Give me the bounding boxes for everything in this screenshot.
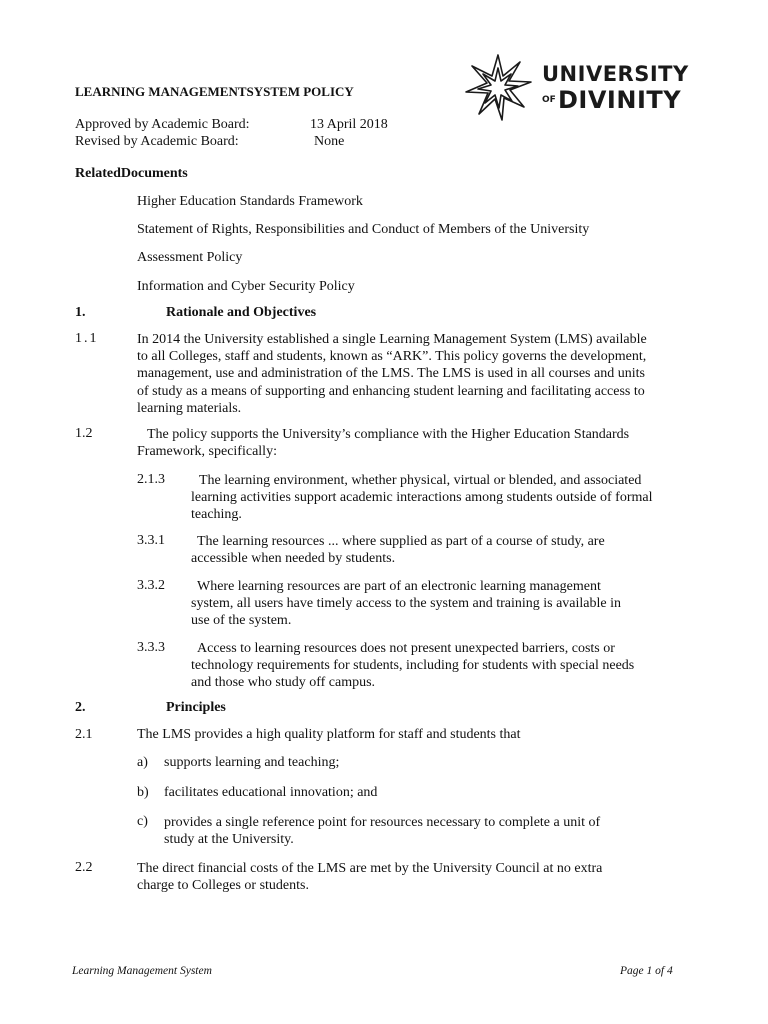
related-document-item: Assessment Policy — [137, 250, 243, 265]
list-marker: a) — [137, 755, 148, 770]
section-title: Rationale and Objectives — [166, 305, 317, 320]
section-number: 2. — [75, 700, 86, 715]
standard-number: 3.3.3 — [137, 640, 165, 655]
related-document-item: Information and Cyber Security Policy — [137, 279, 355, 294]
approved-label: Approved by Academic Board: — [75, 117, 250, 132]
section-number: 1. — [75, 305, 86, 320]
standard-number: 3.3.1 — [137, 533, 165, 548]
standard-text: The learning resources ... where supplied as part of a course of study, are accessible when needed by students. — [191, 534, 605, 567]
list-item: supports learning and teaching; — [164, 755, 340, 770]
standard-text: Where learning resources are part of an electronic learning management system, all users have timely access to the system and training is available in use of the system. — [191, 579, 622, 629]
paragraph-text: The policy supports the University’s compliance with the Higher Education Standards Framework, specifically: — [137, 427, 630, 460]
paragraph-number: 2.1 — [75, 727, 93, 742]
star-emblem-icon — [462, 52, 534, 124]
footer-document-name: Learning Management System — [72, 965, 212, 977]
paragraph-text: In 2014 the University established a single Learning Management System (LMS) available to all Colleges, staff and students, known as “ARK”. This policy governs the development, management, use and administration of the LMS. The LMS is used in all courses and units of study as a means of supporting and enhancing student learning and facilitating access to learning materials. — [137, 332, 647, 416]
related-document-item: Statement of Rights, Responsibilities and Conduct of Members of the University — [137, 222, 590, 237]
footer-page-number: Page 1 of 4 — [620, 965, 673, 977]
logo-word-divinity: DIVINITY — [558, 86, 682, 114]
list-marker: b) — [137, 785, 149, 800]
paragraph-number: 1.2 — [75, 426, 93, 441]
standard-text: The learning environment, whether physical, virtual or blended, and associated learning activities support academic interactions among students outside of formal teaching. — [191, 473, 653, 523]
logo-word-university: UNIVERSITY — [542, 62, 689, 86]
document-title: LEARNING MANAGEMENTSYSTEM POLICY — [75, 84, 354, 99]
approved-date: 13 April 2018 — [310, 117, 388, 132]
standard-text: Access to learning resources does not present unexpected barriers, costs or technology requirements for students, including for students with special needs and those who study off campus. — [191, 641, 635, 691]
paragraph-text: The LMS provides a high quality platform for staff and students that — [137, 727, 521, 742]
related-document-item: Higher Education Standards Framework — [137, 194, 363, 209]
revised-label: Revised by Academic Board: — [75, 134, 239, 149]
revised-value: None — [314, 134, 345, 149]
paragraph-number: 2.2 — [75, 860, 93, 875]
section-title: Principles — [166, 700, 226, 715]
list-item: provides a single reference point for resources necessary to complete a unit of study at the University. — [164, 815, 601, 848]
standard-number: 2.1.3 — [137, 472, 165, 487]
list-marker: c) — [137, 814, 148, 829]
list-item: facilitates educational innovation; and — [164, 785, 378, 800]
standard-number: 3.3.2 — [137, 578, 165, 593]
university-logo — [462, 52, 702, 124]
paragraph-text: The direct financial costs of the LMS are met by the University Council at no extra charge to Colleges or students. — [137, 861, 603, 894]
related-documents-heading: RelatedDocuments — [75, 166, 188, 181]
paragraph-number: 1.1 — [75, 331, 99, 346]
logo-word-of: OF — [542, 95, 556, 105]
